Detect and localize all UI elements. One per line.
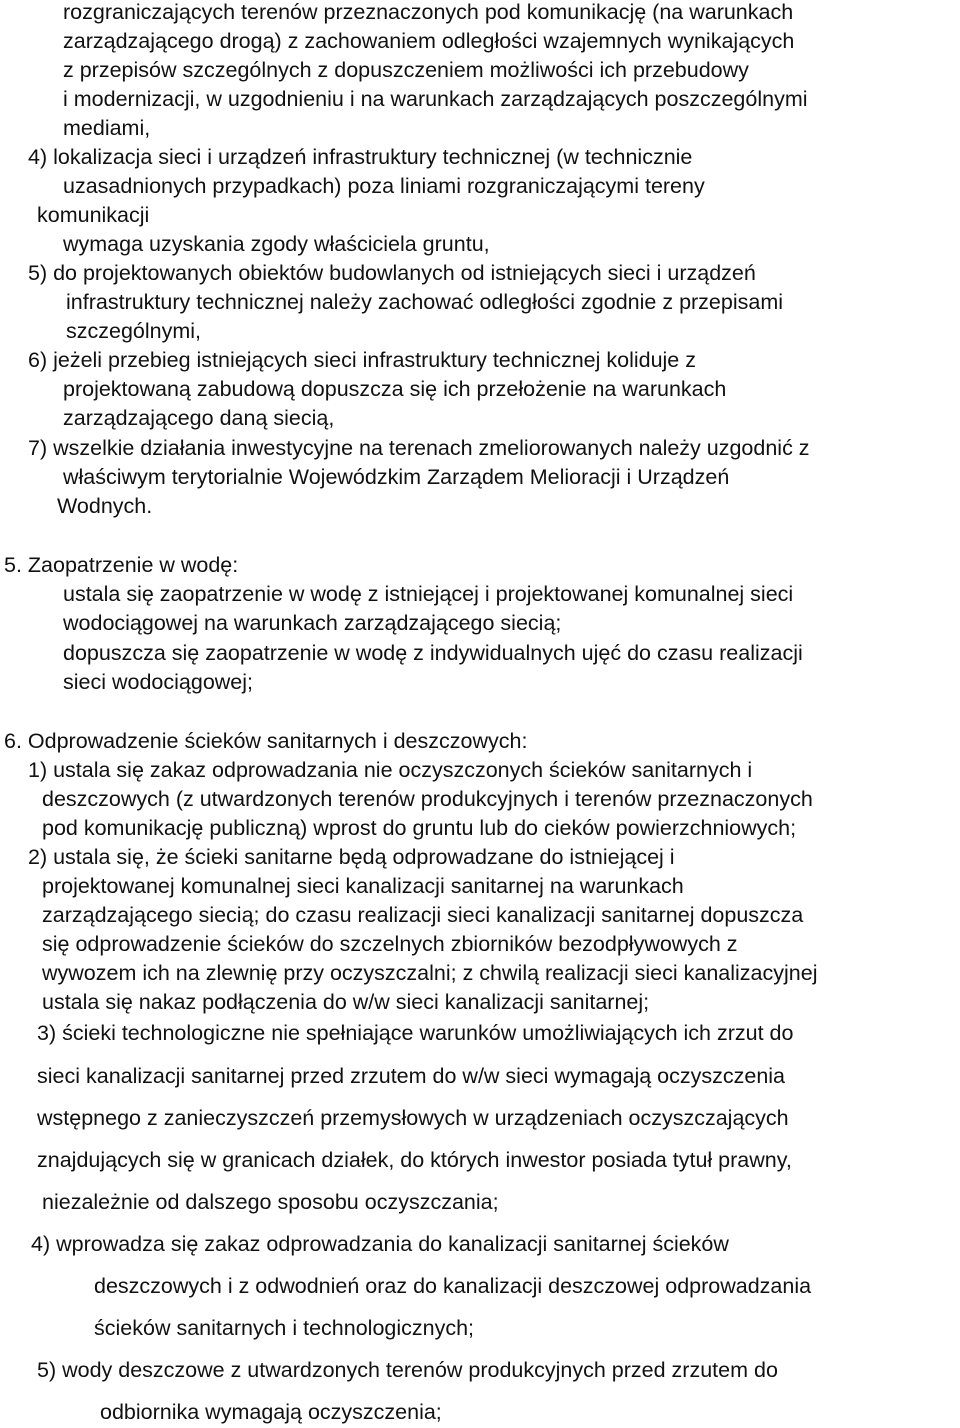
text-line: i modernizacji, w uzgodnieniu i na warunkach zarządzających poszczególnymi bbox=[63, 87, 808, 111]
text-line: ustala się nakaz podłączenia do w/w sieci kanalizacji sanitarnej; bbox=[42, 990, 650, 1014]
text-line: zarządzającego drogą) z zachowaniem odległości wzajemnych wynikających bbox=[63, 29, 795, 53]
text-line: zarządzającego daną siecią, bbox=[63, 406, 335, 430]
text-line: wymaga uzyskania zgody właściciela gruntu, bbox=[63, 232, 490, 256]
list-item-2: 2) ustala się, że ścieki sanitarne będą odprowadzane do istniejącej i bbox=[28, 845, 675, 869]
section-heading-5: 5. Zaopatrzenie w wodę: bbox=[4, 553, 239, 577]
text-line: pod komunikację publiczną) wprost do gruntu lub do cieków powierzchniowych; bbox=[42, 816, 797, 840]
text-line: dopuszcza się zaopatrzenie w wodę z indywidualnych ujęć do czasu realizacji bbox=[63, 641, 803, 665]
list-item-6: 6) jeżeli przebieg istniejących sieci infrastruktury technicznej koliduje z bbox=[28, 348, 696, 372]
text-line: odbiornika wymagają oczyszczenia; bbox=[100, 1400, 442, 1424]
text-line: rozgraniczających terenów przeznaczonych pod komunikację (na warunkach bbox=[63, 0, 794, 24]
text-line: znajdujących się w granicach działek, do których inwestor posiada tytuł prawny, bbox=[37, 1148, 792, 1172]
text-line: wywozem ich na zlewnię przy oczyszczalni; z chwilą realizacji sieci kanalizacyjnej bbox=[42, 961, 818, 985]
list-item-5: 5) wody deszczowe z utwardzonych terenów produkcyjnych przed zrzutem do bbox=[37, 1358, 778, 1382]
list-item-7: 7) wszelkie działania inwestycyjne na terenach zmeliorowanych należy uzgodnić z bbox=[28, 436, 810, 460]
text-line: sieci kanalizacji sanitarnej przed zrzutem do w/w sieci wymagają oczyszczenia bbox=[37, 1064, 786, 1088]
text-line: szczególnymi, bbox=[66, 319, 202, 343]
text-line: projektowanej komunalnej sieci kanalizacji sanitarnej na warunkach bbox=[42, 874, 684, 898]
text-line: deszczowych i z odwodnień oraz do kanalizacji deszczowej odprowadzania bbox=[94, 1274, 812, 1298]
text-line: wodociągowej na warunkach zarządzającego siecią; bbox=[63, 611, 562, 635]
text-line: zarządzającego siecią; do czasu realizacji sieci kanalizacji sanitarnej dopuszcza bbox=[42, 903, 804, 927]
text-line: ustala się zaopatrzenie w wodę z istniejącej i projektowanej komunalnej sieci bbox=[63, 582, 794, 606]
text-line: projektowaną zabudową dopuszcza się ich przełożenie na warunkach bbox=[63, 377, 727, 401]
list-item-3: 3) ścieki technologiczne nie spełniające warunków umożliwiających ich zrzut do bbox=[37, 1021, 794, 1045]
text-line: sieci wodociągowej; bbox=[63, 670, 254, 694]
text-line: uzasadnionych przypadkach) poza liniami rozgraniczającymi tereny bbox=[63, 174, 705, 198]
text-line: deszczowych (z utwardzonych terenów produkcyjnych i terenów przeznaczonych bbox=[42, 787, 813, 811]
text-line: niezależnie od dalszego sposobu oczyszczania; bbox=[42, 1190, 499, 1214]
text-line: mediami, bbox=[63, 116, 151, 140]
text-line: wstępnego z zanieczyszczeń przemysłowych w urządzeniach oczyszczających bbox=[37, 1106, 789, 1130]
list-item-1: 1) ustala się zakaz odprowadzania nie oczyszczonych ścieków sanitarnych i bbox=[28, 758, 753, 782]
list-item-4: 4) wprowadza się zakaz odprowadzania do kanalizacji sanitarnej ścieków bbox=[31, 1232, 729, 1256]
text-line: Wodnych. bbox=[57, 494, 153, 518]
section-heading-6: 6. Odprowadzenie ścieków sanitarnych i deszczowych: bbox=[4, 729, 528, 753]
text-line: z przepisów szczególnych z dopuszczeniem możliwości ich przebudowy bbox=[63, 58, 749, 82]
text-line: ścieków sanitarnych i technologicznych; bbox=[94, 1316, 475, 1340]
text-line: się odprowadzenie ścieków do szczelnych zbiorników bezodpływowych z bbox=[42, 932, 738, 956]
list-item-5: 5) do projektowanych obiektów budowlanych od istniejących sieci i urządzeń bbox=[28, 261, 756, 285]
text-line: komunikacji bbox=[37, 203, 150, 227]
text-line: infrastruktury technicznej należy zachować odległości zgodnie z przepisami bbox=[66, 290, 784, 314]
text-line: właściwym terytorialnie Wojewódzkim Zarządem Melioracji i Urządzeń bbox=[63, 465, 730, 489]
list-item-4: 4) lokalizacja sieci i urządzeń infrastruktury technicznej (w technicznie bbox=[28, 145, 693, 169]
